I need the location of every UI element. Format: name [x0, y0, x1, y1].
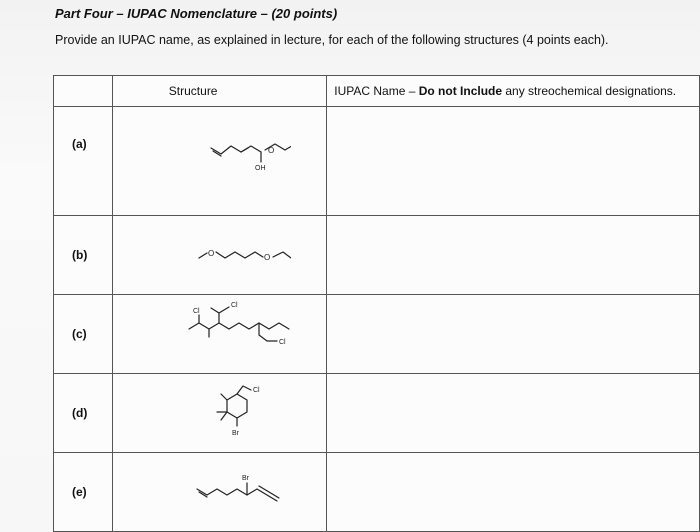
row-label: (b) — [54, 216, 113, 295]
row-label: (a) — [54, 107, 113, 216]
answer-cell[interactable] — [327, 295, 700, 374]
molecule-e-drawing — [113, 453, 291, 531]
table-row — [54, 295, 700, 374]
row-label: (d) — [54, 374, 113, 453]
molecule-c-left — [189, 315, 199, 329]
molecule-b-methyl — [199, 253, 207, 258]
header-label-cell — [54, 76, 113, 107]
structure-c — [112, 295, 326, 374]
table-header-row — [54, 76, 700, 107]
atom-label: O — [207, 249, 215, 258]
row-label: (c) — [54, 295, 113, 374]
molecule-d-ring — [227, 394, 247, 418]
molecule-d-top-substituent — [221, 394, 227, 400]
molecule-d-chloromethyl — [237, 386, 251, 394]
molecule-d-drawing — [113, 374, 291, 452]
molecule-b-chain — [216, 252, 263, 258]
molecule-c-drawing — [113, 295, 291, 373]
answer-cell[interactable] — [327, 216, 700, 295]
molecule-b-drawing — [113, 216, 291, 294]
atom-label: O — [263, 253, 271, 262]
structure-d — [112, 374, 326, 453]
atom-label: Cl — [230, 302, 238, 309]
answer-cell[interactable] — [327, 107, 700, 216]
molecule-e-chain — [197, 489, 277, 501]
header-structure: Structure — [112, 76, 326, 107]
molecule-a-branch — [241, 146, 261, 152]
structure-a — [112, 107, 326, 216]
atom-label: O — [267, 146, 275, 155]
molecule-c-top-left — [211, 308, 219, 313]
molecule-c-mid — [199, 323, 219, 329]
molecule-a-ether-end — [285, 144, 291, 150]
header-iupac-suffix: any streochemical designations. — [502, 84, 677, 98]
molecule-b-ethyl — [273, 252, 291, 258]
header-iupac-bold: Do not Include — [418, 84, 503, 98]
section-title: Part Four – IUPAC Nomenclature – (20 points) — [55, 6, 338, 21]
atom-label: Br — [231, 430, 239, 437]
header-iupac-prefix: IUPAC Name – — [334, 84, 419, 98]
table-row — [54, 216, 700, 295]
structure-e — [112, 453, 326, 532]
instructions-text: Provide an IUPAC name, as explained in lecture, for each of the following structures (4 points each). — [55, 33, 609, 47]
table-row — [54, 107, 700, 216]
answer-cell[interactable] — [327, 374, 700, 453]
table-row — [54, 374, 700, 453]
molecule-d-methyl-b — [221, 412, 227, 420]
molecule-c-top — [219, 307, 229, 323]
table-row — [54, 453, 700, 532]
molecule-c-chain — [219, 323, 289, 329]
atom-label: Cl — [252, 387, 260, 394]
atom-label: OH — [254, 165, 266, 172]
row-label: (e) — [54, 453, 113, 532]
structure-b — [112, 216, 326, 295]
atom-label: Br — [241, 475, 249, 482]
atom-label: Cl — [278, 339, 286, 346]
atom-label: Cl — [192, 308, 200, 315]
molecule-a-drawing — [113, 122, 291, 200]
answer-cell[interactable] — [327, 453, 700, 532]
nomenclature-table — [53, 75, 700, 532]
header-iupac-name — [327, 76, 700, 107]
